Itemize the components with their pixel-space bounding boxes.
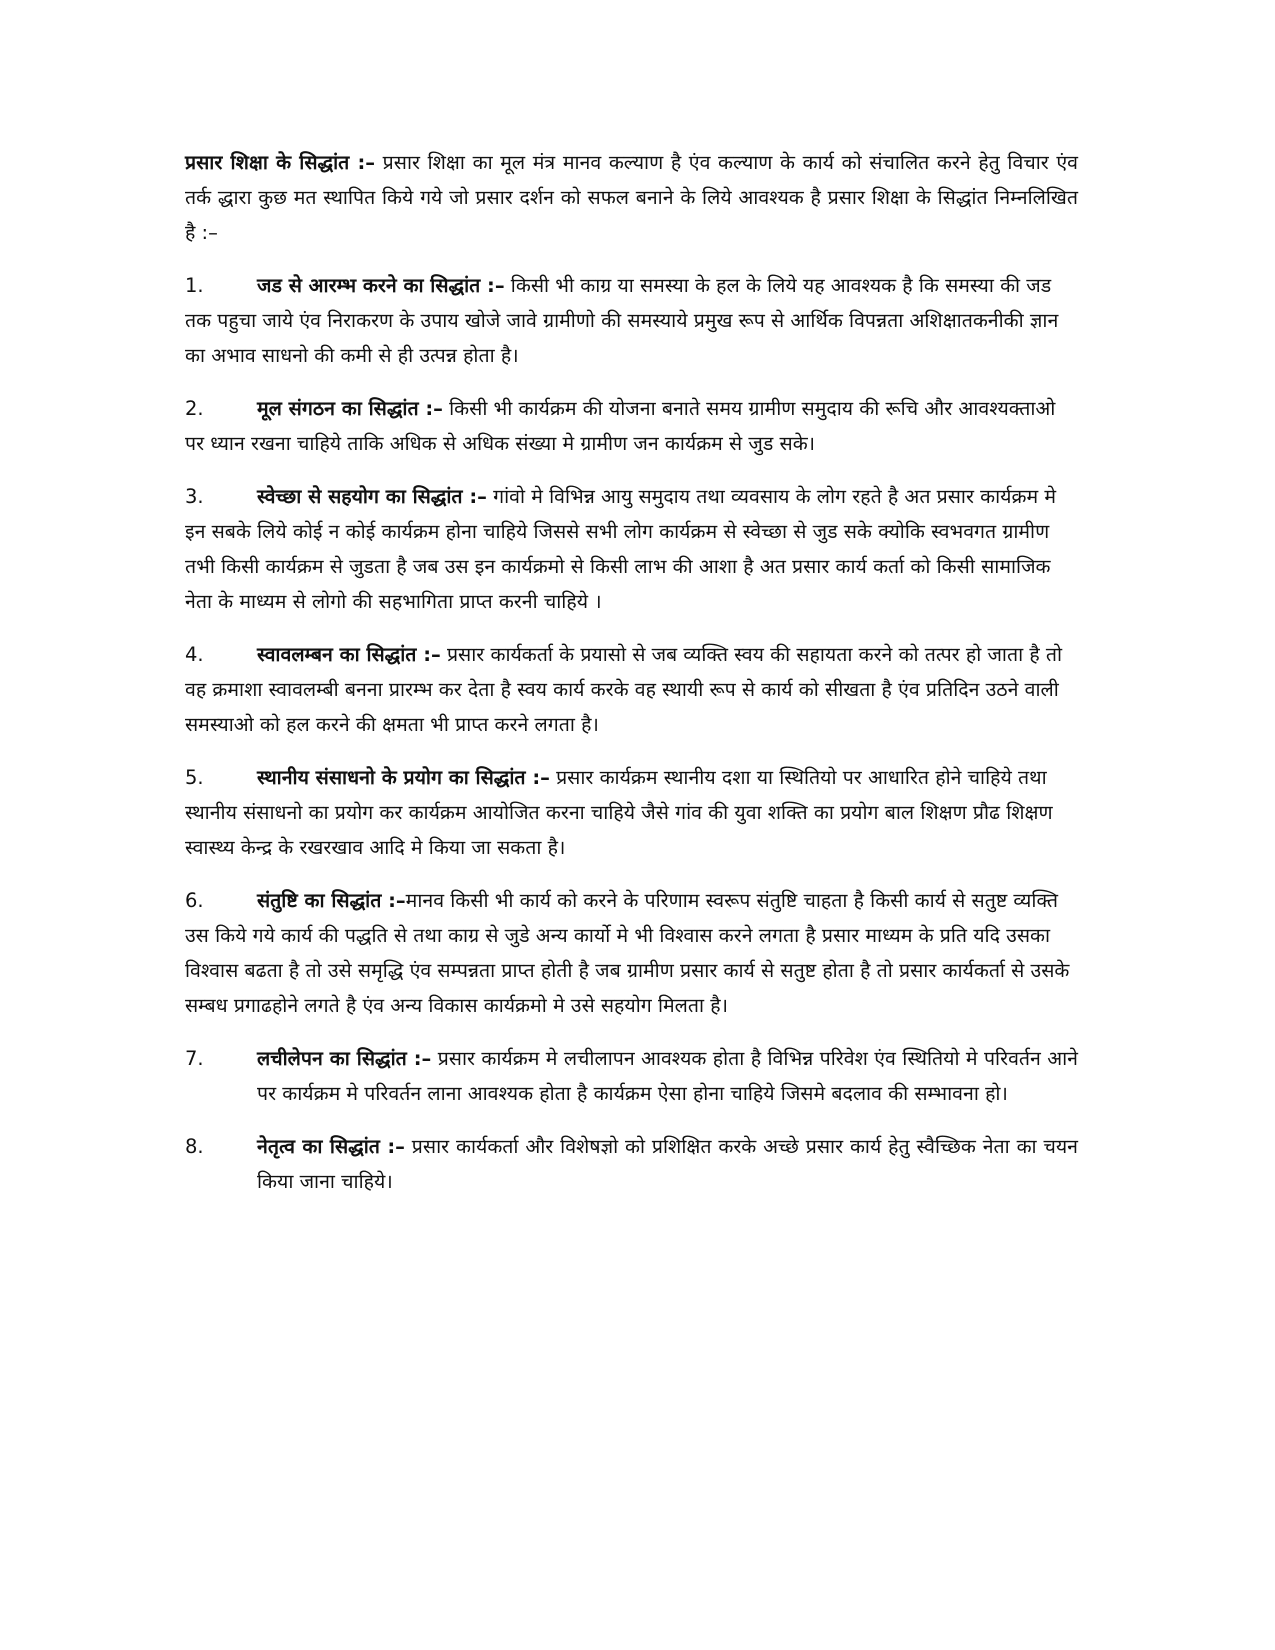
principle-number: 7. [185, 1047, 204, 1070]
principle-item-1 [185, 268, 1078, 373]
principle-body: प्रसार कार्यक्रम मे लचीलापन आवश्यक होता है विभिन्न परिवेश एंव स्थितियो मे परिवर्तन आने पर कार्यक्रम मे परिवर्तन लाना आवश्यक होता है कार्यक्रम ऐसा होना चाहिये जिसमे बदलाव की सम्भावना हो। [257, 1047, 1078, 1105]
principle-heading: जड से आरम्भ करने का सिद्धांत :– [257, 274, 505, 297]
intro-heading: प्रसार शिक्षा के सिद्धांत :– [185, 151, 376, 174]
principle-item-5 [185, 760, 1078, 865]
principle-heading: संतुष्टि का सिद्धांत :– [257, 889, 406, 912]
principle-number: 2. [185, 397, 204, 420]
principle-number: 8. [185, 1135, 204, 1158]
intro-paragraph [185, 145, 1078, 250]
principle-text [257, 1129, 1078, 1199]
document-page [185, 145, 1078, 1217]
principle-item-3 [185, 479, 1078, 619]
principle-number: 5. [185, 766, 204, 789]
principle-body: किसी भी कार्यक्रम की योजना बनाते समय ग्रामीण समुदाय की रूचि और आवश्यक्ताओ पर ध्यान रखना चाहिये ताकि अधिक से अधिक संख्या मे ग्रामीण जन कार्यक्रम से जुड सके। [185, 397, 1056, 455]
principle-heading: लचीलेपन का सिद्धांत :– [257, 1047, 432, 1070]
principle-item-7 [185, 1041, 1078, 1111]
principle-number: 3. [185, 485, 204, 508]
principle-number: 6. [185, 889, 204, 912]
principle-heading: नेतृत्व का सिद्धांत :– [257, 1135, 405, 1158]
principle-item-4 [185, 637, 1078, 742]
principle-body: प्रसार कार्यकर्ता के प्रयासो से जब व्यक्ति स्वय की सहायता करने को तत्पर हो जाता है तो वह क्रमाशा स्वावलम्बी बनना प्रारम्भ कर देता है स्वय कार्य करके वह स्थायी रूप से कार्य को सीखता है एंव प्रतिदिन उठने वाली समस्याओ को हल करने की क्षमता भी प्राप्त करने लगता है। [185, 643, 1063, 736]
intro-body: प्रसार शिक्षा का मूल मंत्र मानव कल्याण है एंव कल्याण के कार्य को संचालित करने हेतु विचार एंव तर्क द्धारा कुछ मत स्थापित किये गये जो प्रसार दर्शन को सफल बनाने के लिये आवश्यक है प्रसार शिक्षा के सिद्धांत निम्नलिखित है :– [185, 151, 1078, 244]
principle-number: 4. [185, 643, 204, 666]
principle-heading: मूल संगठन का सिद्धांत :– [257, 397, 443, 420]
principle-item-6 [185, 883, 1078, 1023]
principle-heading: स्वेच्छा से सहयोग का सिद्धांत :– [257, 485, 487, 508]
principle-body: प्रसार कार्यकर्ता और विशेषज्ञो को प्रशिक्षित करके अच्छे प्रसार कार्य हेतु स्वैच्छिक नेता का चयन किया जाना चाहिये। [257, 1135, 1078, 1193]
principle-heading: स्वावलम्बन का सिद्धांत :– [257, 643, 441, 666]
principle-item-2 [185, 391, 1078, 461]
principle-heading: स्थानीय संसाधनो के प्रयोग का सिद्धांत :– [257, 766, 550, 789]
principle-body: गांवो मे विभिन्न आयु समुदाय तथा व्यवसाय के लोग रहते है अत प्रसार कार्यक्रम मे इन सबके लिये कोई न कोई कार्यक्रम होना चाहिये जिससे सभी लोग कार्यक्रम से स्वेच्छा से जुड सके क्योकि स्वभवगत ग्रामीण तभी किसी कार्यक्रम से जुडता है जब उस इन कार्यक्रमो से किसी लाभ की आशा है अत प्रसार कार्य कर्ता को किसी सामाजिक नेता के माध्यम से लोगो की सहभागिता प्राप्त करनी चाहिये । [185, 485, 1056, 613]
principle-text [257, 1041, 1078, 1111]
principle-body: मानव किसी भी कार्य को करने के परिणाम स्वरूप संतुष्टि चाहता है किसी कार्य से सतुष्ट व्यक्ति उस किये गये कार्य की पद्धति से तथा काग्र से जुडे अन्य कार्यो मे भी विश्वास करने लगता है प्रसार माध्यम के प्रति यदि उसका विश्वास बढता है तो उसे समृद्धि एंव सम्पन्नता प्राप्त होती है जब ग्रामीण प्रसार कार्य से सतुष्ट होता है तो प्रसार कार्यकर्ता से उसके सम्बध प्रगाढहोने लगते है एंव अन्य विकास कार्यक्रमो मे उसे सहयोग मिलता है। [185, 889, 1070, 1017]
principle-item-8 [185, 1129, 1078, 1199]
principle-number: 1. [185, 274, 204, 297]
principle-body: किसी भी काग्र या समस्या के हल के लिये यह आवश्यक है कि समस्या की जड तक पहुचा जाये एंव निराकरण के उपाय खोजे जावे ग्रामीणो की समस्याये प्रमुख रूप से आर्थिक विपन्नता अशिक्षातकनीकी ज्ञान का अभाव साधनो की कमी से ही उत्पन्न होता है। [185, 274, 1059, 367]
principle-body: प्रसार कार्यक्रम स्थानीय दशा या स्थितियो पर आधारित होने चाहिये तथा स्थानीय संसाधनो का प्रयोग कर कार्यक्रम आयोजित करना चाहिये जैसे गांव की युवा शक्ति का प्रयोग बाल शिक्षण प्रौढ शिक्षण स्वास्थ्य केन्द्र के रखरखाव आदि मे किया जा सकता है। [185, 766, 1053, 859]
